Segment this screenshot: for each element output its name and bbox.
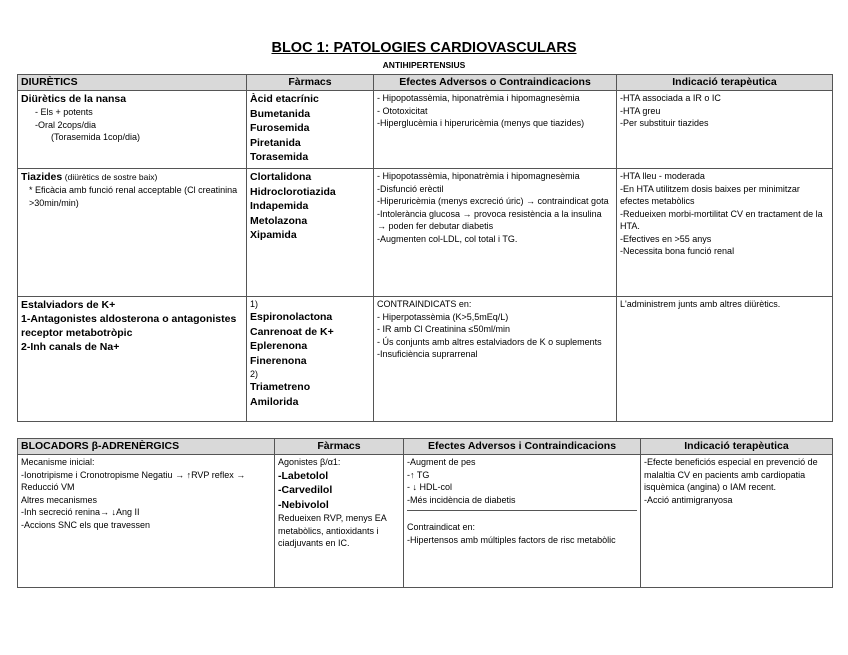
header-indication: Indicació terapèutica — [617, 75, 833, 91]
indication-cell — [617, 169, 833, 297]
drugs-note: Redueixen RVP, menys EA metabòlics, antioxidants i ciadjuvants en IC. — [278, 513, 387, 548]
effect-item: - IR amb Cl Creatinina ≤50ml/min — [377, 324, 510, 334]
indication-item: -Efectives en >55 anys — [620, 233, 712, 244]
note: (Torasemida 1cop/dia) — [51, 132, 141, 142]
header-diuretics: DIURÈTICS — [18, 75, 247, 91]
contraindications-title: CONTRAINDICATS en: — [377, 299, 472, 309]
note: * Eficàcia amb funció renal acceptable (Cl creatinina >30min/min) — [29, 185, 238, 208]
effect-item: -Augment de pes — [407, 457, 476, 467]
indication-cell — [617, 297, 833, 422]
row-title: Diürètics de la nansa — [21, 93, 127, 105]
drugs-intro: Agonistes β/α1: — [278, 457, 341, 467]
effect-item: -Hiperglucèmia i hiperuricèmia (menys que tiazides) — [377, 118, 585, 128]
group-label: 1) — [250, 299, 259, 309]
header-drugs: Fàrmacs — [275, 439, 404, 455]
drug-item: -Labetolol — [278, 469, 329, 482]
note: - Els + potents — [35, 107, 93, 117]
drug-item: -Carvedilol — [278, 484, 333, 496]
effect-item: - Hipopotassèmia, hiponatrèmia i hipomagnesèmia — [377, 93, 580, 103]
note: -Oral 2cops/dia — [35, 119, 97, 130]
effects-cell — [374, 169, 617, 297]
drug-item: Finerenona — [250, 354, 307, 367]
drug-item: -Nebivolol — [278, 498, 329, 511]
k-sparing-cell — [18, 297, 247, 422]
drug-item: Piretanida — [250, 136, 301, 149]
drug-item: Triametreno — [250, 381, 311, 393]
row-line: 2-Inh canals de Na+ — [21, 341, 120, 353]
effect-item: -Insuficiència suprarrenal — [377, 349, 478, 359]
header-indication: Indicació terapèutica — [641, 439, 833, 455]
effect-item: -↑ TG — [407, 469, 430, 480]
drug-item: Àcid etacrínic — [250, 93, 319, 105]
drug-item: Torasemida — [250, 151, 309, 163]
divider — [407, 510, 637, 511]
contraindications-title: Contraindicat en: — [407, 522, 476, 532]
effect-item: -Més incidència de diabetis — [407, 494, 516, 505]
mechanism-item: -Ionotripisme i Cronotropisme Negatiu → ↑RVP reflex → Reducció VM — [21, 469, 246, 492]
section-subtitle: ANTIHIPERTENSIUS — [382, 60, 466, 70]
drug-item: Hidroclorotiazida — [250, 185, 336, 198]
drug-item: Bumetanida — [250, 107, 311, 120]
indication-item: L'administrem junts amb altres diürètics. — [620, 299, 781, 309]
row-line: 1-Antagonistes aldosterona o antagonistes receptor metabotròpic — [21, 313, 237, 339]
drugs-cell — [247, 91, 374, 169]
drug-item: Clortalidona — [250, 171, 312, 183]
indication-item: -Necessita bona funció renal — [620, 246, 735, 256]
effects-cell — [404, 455, 641, 588]
row-subtitle: (diürètics de sostre baix) — [64, 172, 158, 182]
table-row — [18, 169, 833, 297]
mechanism-item: Mecanisme inicial: — [21, 457, 95, 467]
drug-item: Indapemida — [250, 200, 309, 212]
header-beta-blockers: BLOCADORS β-ADRENÈRGICS — [18, 439, 275, 455]
indication-cell — [617, 91, 833, 169]
header-adverse-effects: Efectes Adversos i Contraindicacions — [404, 439, 641, 455]
effect-item: - Hiperpotassèmia (K>5,5mEq/L) — [377, 311, 509, 322]
mechanism-item: Altres mecanismes — [21, 494, 98, 505]
indication-item: -HTA lleu - moderada — [620, 171, 705, 181]
loop-diuretics-cell — [18, 91, 247, 169]
drug-item: Canrenoat de K+ — [250, 325, 334, 338]
drug-item: Amilorida — [250, 395, 299, 408]
page-title: BLOC 1: PATOLOGIES CARDIOVASCULARS — [271, 40, 577, 56]
mechanism-item: -Accions SNC els que travessen — [21, 519, 151, 530]
drug-item: Xipamida — [250, 229, 297, 241]
drugs-cell — [247, 169, 374, 297]
indication-item: -HTA associada a IR o IC — [620, 93, 721, 103]
thiazides-cell — [18, 169, 247, 297]
indication-item: -Efecte beneficiós especial en prevenció de malaltia CV en pacients amb cardiopatia isquèmica (angina) o IAM recent. — [644, 457, 818, 492]
effect-item: -Hiperuricèmia (menys excreció úric) → contraindicat gota — [377, 196, 609, 206]
effects-cell — [374, 297, 617, 422]
indication-item: -HTA greu — [620, 105, 661, 116]
drug-item: Espironolactona — [250, 311, 333, 323]
effect-item: - Hipopotassèmia, hiponatrèmia i hipomagnesèmia — [377, 171, 580, 181]
drug-item: Metolazona — [250, 214, 308, 227]
drug-item: Eplerenona — [250, 340, 308, 352]
effect-item: -Augmenten col-LDL, col total i TG. — [377, 233, 518, 244]
effect-item: - Ús conjunts amb altres estalviadors de K o suplements — [377, 336, 602, 347]
effect-item: - Ototoxicitat — [377, 105, 428, 116]
effect-item: -Disfunció erèctil — [377, 183, 444, 194]
drugs-cell — [247, 297, 374, 422]
row-title: Estalviadors de K+ — [21, 299, 116, 311]
indication-item: -Redueixen morbi-mortilitat CV en tractament de la HTA. — [620, 208, 823, 231]
indication-item: -Per substituir tiazides — [620, 118, 709, 128]
indication-item: -En HTA utilitzem dosis baixes per minimitzar efectes metabòlics — [620, 183, 800, 206]
group-label: 2) — [250, 369, 259, 379]
indication-cell — [641, 455, 833, 588]
table-row — [18, 297, 833, 422]
drug-item: Furosemida — [250, 122, 310, 134]
mechanism-item: -Inh secreció renina→ ↓Ang II — [21, 507, 140, 517]
mechanism-cell — [18, 455, 275, 588]
effects-cell — [374, 91, 617, 169]
contraindication-item: -Hipertensos amb múltiples factors de risc metabòlic — [407, 534, 616, 545]
header-drugs: Fàrmacs — [247, 75, 374, 91]
diuretics-table — [17, 74, 833, 422]
effect-item: -Intolerància glucosa → provoca resistència a la insulina → poden fer debutar diabetis — [377, 208, 602, 231]
table-row — [18, 455, 833, 588]
row-title: Tiazides — [21, 171, 63, 183]
table-row — [18, 91, 833, 169]
beta-blockers-table — [17, 438, 833, 588]
header-adverse-effects: Efectes Adversos o Contraindicacions — [374, 75, 617, 91]
drugs-cell — [275, 455, 404, 588]
effect-item: - ↓ HDL-col — [407, 482, 453, 492]
indication-item: -Acció antimigranyosa — [644, 494, 733, 505]
